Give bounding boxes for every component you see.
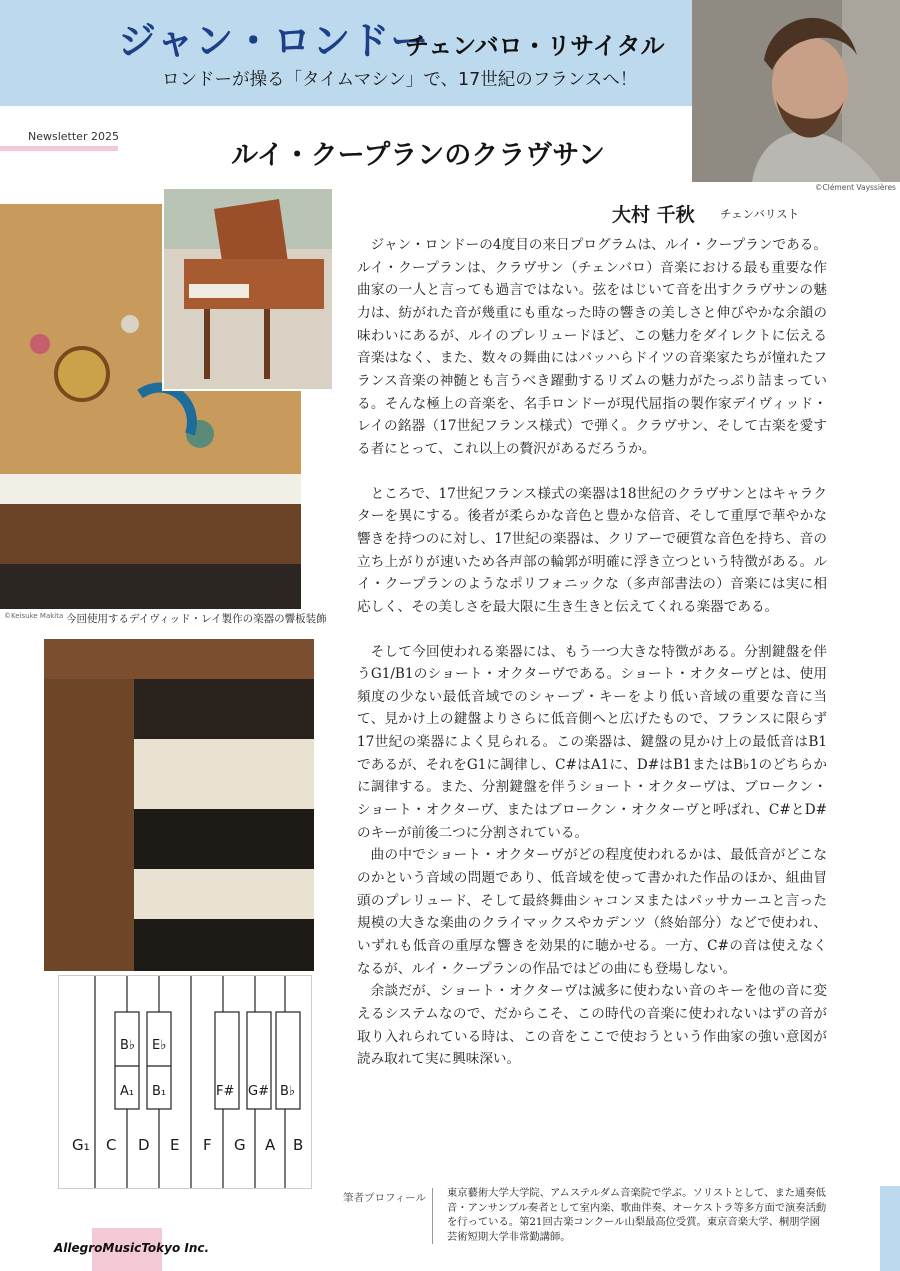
- newsletter-label: Newsletter 2025: [28, 130, 119, 143]
- key-label-upper: E♭: [152, 1038, 167, 1053]
- key-label-upper: F#: [216, 1084, 235, 1099]
- paragraph: ところで、17世紀フランス様式の楽器は18世紀のクラヴサンとはキャラクターを異にする。後者が柔らかな音色と豊かな倍音、そして重厚で華やかな響きを持つのに対し、17世紀の楽器は、クリアーで硬質な音色を持ち、音の立ち上がりが速いため各声部の輪郭が明確に浮き立つという特徴がある。ルイ・クープランのようなポリフォニックな（多声部書法の）音楽には実に相応しく、その美しさを最大限に生き生きと伝えてくれる楽器である。: [357, 485, 827, 615]
- key-label-white: C: [106, 1136, 117, 1154]
- newsletter-rule: [0, 146, 118, 151]
- short-octave-keyboard-diagram: [58, 975, 312, 1189]
- photo-caption: 今回使用するデイヴィッド・レイ製作の楽器の響板装飾: [66, 613, 327, 625]
- key-label-white: B: [293, 1136, 304, 1154]
- section-title: ルイ・クープランのクラヴサン: [231, 140, 605, 171]
- paragraph: 余談だが、ショート・オクターヴは滅多に使わない音のキーを他の音に変えるシステムなので、だからこそ、この時代の音楽に使われないはずの音が取り入れられている時は、この音をここで使おうという作曲家の強い意図が読み取れて実に興味深い。: [357, 983, 827, 1068]
- photo-credit: ©Keisuke Makita: [4, 612, 64, 620]
- key-label-white: G: [234, 1136, 246, 1154]
- profile-divider: [432, 1188, 433, 1244]
- performer-portrait: [692, 0, 900, 182]
- key-label-lower: A₁: [120, 1084, 135, 1099]
- paragraph: そして今回使われる楽器には、もう一つ大きな特徴がある。分割鍵盤を伴うG1/B1のショート・オクターヴである。ショート・オクターヴとは、使用頻度の少ない最低音域でのシャープ・キーをより低い音域の重要な音に当て、見かけ上の鍵盤よりさらに低音側へと広げたもので、フランスに限らず17世紀の楽器によく見られる。この楽器は、鍵盤の見かけ上の最低音はB1であるが、それをG1に調律し、C#はA1に、D#はB1またはB♭1のどちらかに調律する。また、分割鍵盤を伴うショート・オクターヴは、ブロークン・ショート・オクターヴ、またはブロークン・オクターヴと呼ばれ、C#とD#のキーが前後二つに分割されている。: [357, 643, 827, 841]
- portrait-illustration: [692, 0, 900, 182]
- split-keyboard-photo: [44, 639, 314, 971]
- key-label-upper: G#: [248, 1084, 269, 1099]
- portrait-credit: ©Clément Vayssières: [815, 183, 896, 192]
- profile-label: 筆者プロフィール: [343, 1192, 426, 1204]
- publisher-logo: AllegroMusicTokyo Inc.: [54, 1241, 210, 1255]
- article-body: [357, 234, 827, 1071]
- key-label-lower: B₁: [152, 1084, 167, 1099]
- key-label-white: D: [138, 1136, 150, 1154]
- author-role: チェンバリスト: [720, 207, 800, 221]
- key-label-upper: B♭: [120, 1038, 136, 1053]
- paragraph: ジャン・ロンドーの4度目の来日プログラムは、ルイ・クープランである。ルイ・クープランは、クラヴサン（チェンバロ）音楽における最も重要な作曲家の一人と言っても過言ではない。弦をはじいて音を出すクラヴサンの魅力は、紡がれた音が幾重にも重なった時の響きの美しさと伸びやかな余韻の味わいにあるが、ルイのプレリュードほど、この魅力をダイレクトに伝える音楽はなく、また、数々の舞曲にはバッハらドイツの音楽家たちが憧れたフランス音楽の神髄とも言うべき躍動するリズムの魅力がたっぷり詰まっている。そんな極上の音楽を、名手ロンドーが現代屈指の製作家デイヴィッド・レイの銘器（17世紀フランス様式）で弾く。クラヴサン、そして古楽を愛する者にとって、これ以上の贅沢があるだろうか。: [357, 237, 827, 457]
- paragraph: 曲の中でショート・オクターヴがどの程度使われるかは、最低音がどこなのかという音域の問題であり、低音域を使って書かれた作品のほか、組曲冒頭のプレリュード、そして最終舞曲シャコンヌまたはパッサカーユと言った規模の大きな楽曲のクライマックスやカデンツ（終始部分）などで使われ、いずれも低音の重厚な響きを効果的に聴かせる。一方、C#の音は使えなくなるが、ルイ・クープランの作品ではどの曲にも登場しない。: [357, 847, 827, 977]
- page-tab: [880, 1186, 900, 1271]
- key-label-white: F: [203, 1136, 212, 1154]
- author-name: 大村 千秋: [612, 204, 695, 226]
- key-label-white: A: [265, 1136, 276, 1154]
- harpsichord-photo: [162, 187, 334, 391]
- key-label-white: G₁: [72, 1136, 90, 1154]
- tagline: ロンドーが操る「タイムマシン」で、17世紀のフランスへ！: [162, 70, 638, 90]
- profile-text: 東京藝術大学大学院、アムステルダム音楽院で学ぶ。ソリストとして、また通奏低音・アンサンブル奏者として室内楽、歌曲伴奏、オーケストラ等多方面で演奏活動を行っている。第21回古楽コンクール山梨最高位受賞。東京音楽大学、桐朋学園芸術短期大学非常勤講師。: [447, 1187, 827, 1243]
- key-label-upper: B♭: [280, 1084, 296, 1099]
- concert-title: ジャン・ロンドー: [118, 19, 430, 63]
- concert-subtitle: チェンバロ・リサイタル: [405, 32, 665, 60]
- key-label-white: E: [170, 1136, 180, 1154]
